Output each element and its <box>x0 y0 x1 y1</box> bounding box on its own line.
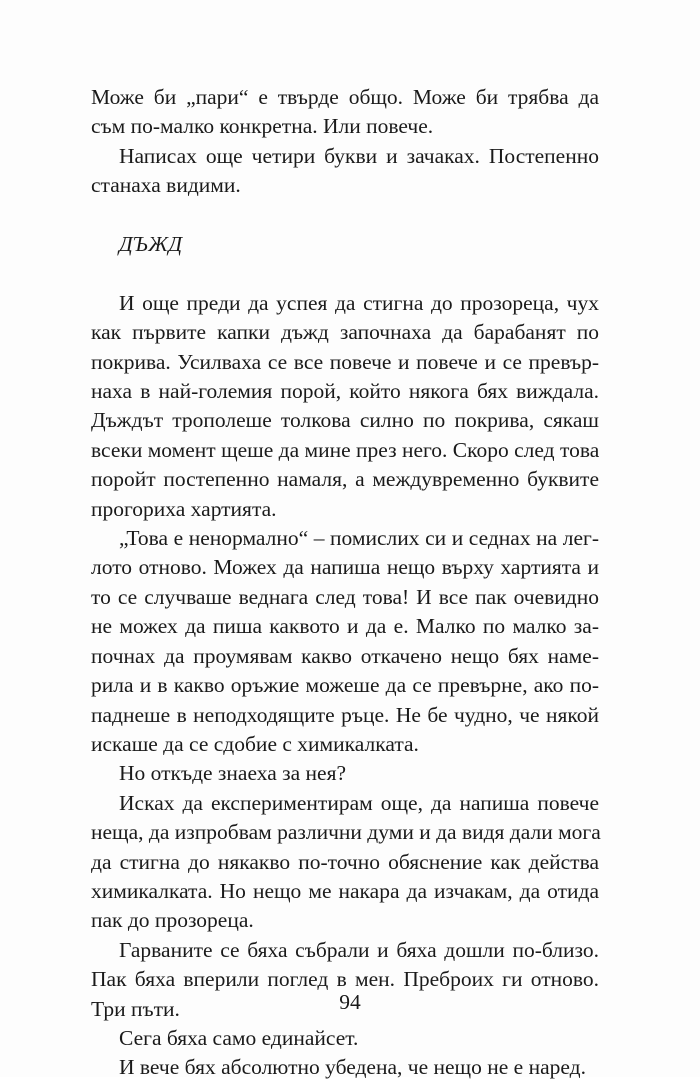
text-line: Но откъде знаеха за нея? <box>119 761 347 786</box>
text-line: искаше да се сдобие с химикалката. <box>91 731 419 756</box>
text-line: „Това е ненормално“ – помислих си и седнах на лег- <box>119 526 599 551</box>
text-line: покрива. Усилваха се все повече и повече и се превър- <box>91 349 599 374</box>
text-line: Пак бяха вперили поглед в мен. Преброих ги отново. <box>91 967 599 992</box>
text-line: И вече бях абсолютно убедена, че нещо не е наред. <box>119 1055 586 1080</box>
text-line: Исках да експериментирам още, да напиша повече <box>119 790 599 815</box>
text-line: наха в най-големия порой, който някога бях виждала. <box>91 379 599 404</box>
text-line: паднеше в неподходящите ръце. Не бе чудно, че някой <box>91 702 599 727</box>
text-line: как първите капки дъжд започнаха да барабанят по <box>91 320 599 345</box>
page-number: 94 <box>339 990 361 1014</box>
text-line: не можех да пиша каквото и да е. Малко по малко за- <box>91 614 599 639</box>
text-line: Може би „пари“ е твърде общо. Може би трябва да <box>91 85 599 109</box>
text-line: пак до прозореца. <box>91 908 254 933</box>
text-line: химикалката. Но нещо ме накара да изчакам, да отида <box>91 878 599 903</box>
text-line: поройт постепенно намаля, а междувременно буквите <box>91 467 599 492</box>
text-line: почнах да проумявам какво откачено нещо бях наме- <box>91 643 599 668</box>
text-line: Сега бяха само единайсет. <box>119 1025 359 1050</box>
text-line: станаха видими. <box>91 173 241 198</box>
text-line: Написах още четири букви и зачаках. Постепенно <box>119 143 599 168</box>
section-heading: ДЪЖД <box>119 232 183 257</box>
text-line: Три пъти. <box>91 996 180 1021</box>
text-line: И още преди да успея да стигна до прозореца, чух <box>119 290 599 315</box>
text-line: да стигна до някакво по-точно обяснение как действа <box>91 849 599 874</box>
text-line: съм по-малко конкретна. Или повече. <box>91 114 434 139</box>
text-line: всеки момент щеше да мине през него. Скоро след това <box>91 437 600 462</box>
text-line: неща, да изпробвам различни думи и да видя дали мога <box>91 820 601 845</box>
text-line: то се случваше веднага след това! И все пак очевидно <box>91 584 599 609</box>
body-text <box>91 83 599 1083</box>
paragraph-gap <box>91 201 599 230</box>
text-line: Дъждът трополеше толкова силно по покрива, сякаш <box>91 408 599 433</box>
text-line: лото отново. Можех да напиша нещо върху хартията и <box>91 555 599 580</box>
text-line: рила и в какво оръжие можеше да се превърне, ако по- <box>91 673 599 698</box>
paragraph-gap <box>91 259 599 288</box>
text-line: прогориха хартията. <box>91 496 277 521</box>
text-line: Гарваните се бяха събрали и бяха дошли по-близо. <box>119 937 599 962</box>
